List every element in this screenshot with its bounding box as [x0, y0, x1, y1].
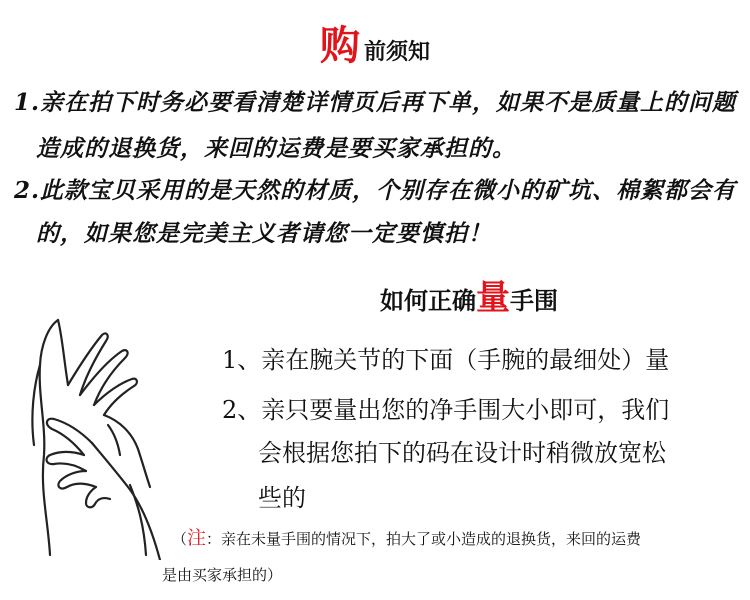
- step-2-line-3: 些的: [258, 484, 306, 512]
- note-line-2: 是由买家承担的）: [162, 566, 283, 584]
- step-2-line-2: 会根据您拍下的码在设计时稍微放宽松: [258, 439, 666, 467]
- notice-title: [0, 14, 750, 71]
- note-line-1: [172, 523, 641, 550]
- notice-line-3: 2.此款宝贝采用的是天然的材质，个别存在微小的矿坑、棉絮都会有: [14, 177, 737, 204]
- measure-heading-post: 手围: [510, 287, 558, 315]
- measure-heading-pre: 如何正确: [380, 287, 476, 315]
- hand-illustration-icon: [10, 305, 180, 560]
- notice-line-2: 造成的退换货，来回的运费是要买家承担的。: [36, 135, 516, 162]
- measure-heading: [380, 270, 558, 319]
- note-open: （: [172, 530, 188, 548]
- measure-heading-highlight: 量: [476, 278, 510, 318]
- notice-line-4: 的，如果您是完美主义者请您一定要慎拍！: [36, 220, 492, 247]
- step-2-line-1: 2、亲只要量出您的净手围大小即可，我们: [222, 396, 670, 424]
- notice-line-1: 1.亲在拍下时务必要看清楚详情页后再下单，如果不是质量上的问题: [14, 89, 737, 116]
- note-text: ：亲在未量手围的情况下，拍大了或小造成的退换货，来回的运费: [206, 530, 642, 548]
- step-1: 1、亲在腕关节的下面（手腕的最细处）量: [222, 346, 670, 374]
- notice-title-main: 购: [319, 22, 362, 69]
- note-tag: 注: [187, 527, 207, 549]
- notice-title-rest: 前须知: [363, 39, 430, 65]
